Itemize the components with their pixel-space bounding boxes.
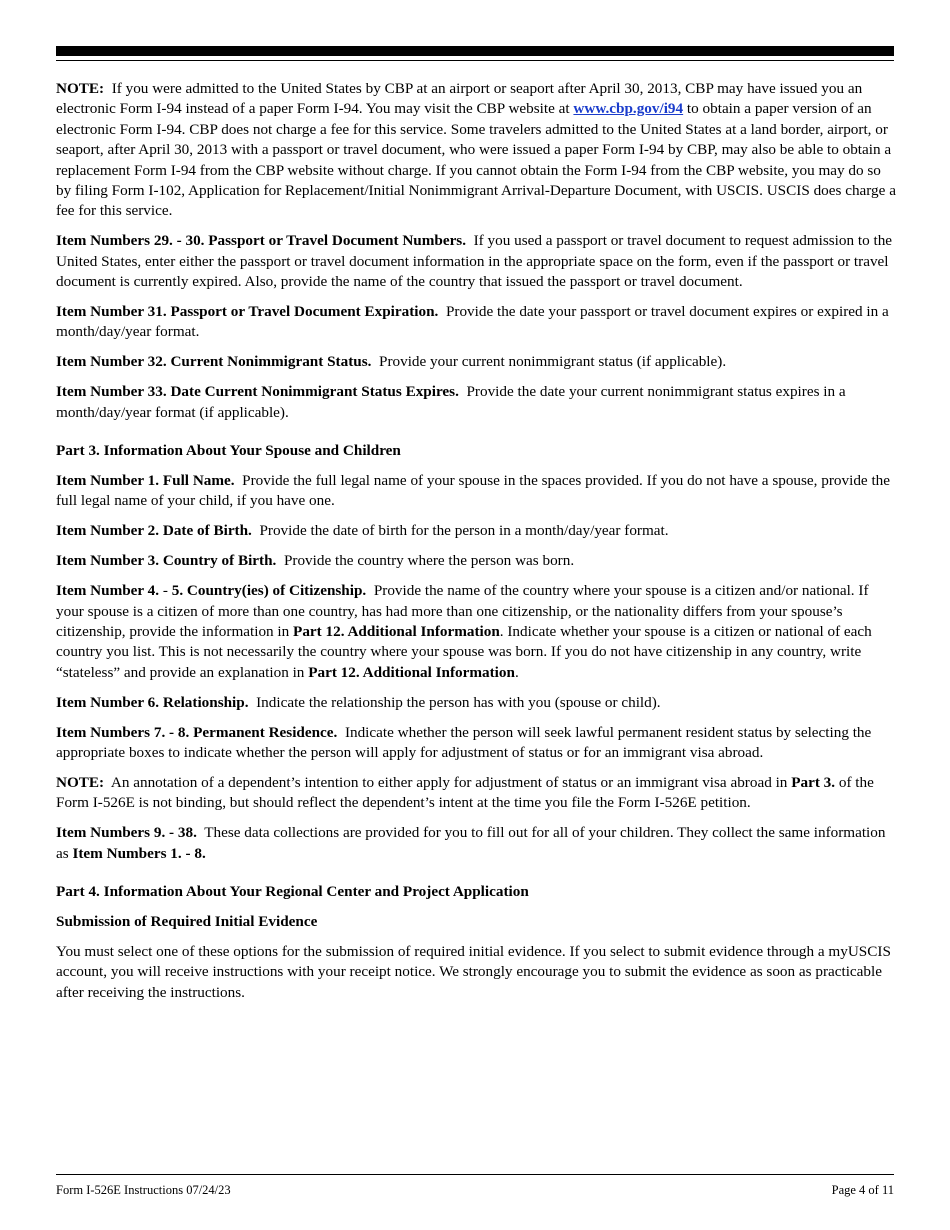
page-content <box>56 79 896 1013</box>
part4-heading <box>56 882 896 902</box>
footer-page-number: Page 4 of 11 <box>831 1183 894 1197</box>
part12-reference: Part 12. Additional Information <box>308 663 515 681</box>
part3-note <box>56 773 896 814</box>
item-text: Provide the date your passport or travel document expires or expired in a month/day/year format. <box>56 303 889 341</box>
item-text: Provide your current nonimmigrant status (if applicable). <box>379 353 727 371</box>
section-heading: Part 3. Information About Your Spouse and Children <box>56 442 401 460</box>
item-label: Item Number 1. Full Name. <box>56 472 235 489</box>
part12-reference: Part 12. Additional Information <box>293 622 500 640</box>
item-33 <box>56 382 896 423</box>
body-text: You must select one of these options for the submission of required initial evidence. If you select to submit evidence through a myUSCIS account, you will receive instructions with your receipt notice. We strongly encourage you to submit the evidence as soon as practicable after receiving the instructions. <box>56 942 891 1001</box>
header-thick-rule <box>56 46 894 56</box>
note-label: NOTE: <box>56 773 105 791</box>
item-text-c: . <box>514 663 519 681</box>
note-text-b: to obtain a paper version of an electronic Form I-94. CBP does not charge a fee for this service. Some travelers admitted to the United States at a land border, airport, or seaport, after April 30, 2013 with a passport or travel document, who were issued a paper Form I-94 by CBP, may also be able to obtain a replacement Form I-94 from the CBP website without charge. If you cannot obtain the Form I-94 from the CBP website, you may do so by filing Form I-102, Application for Replacement/Initial Nonimmigrant Arrival-Departure Document, with USCIS. USCIS does charge a fee for this service. <box>56 100 896 220</box>
item-label: Item Numbers 9. - 38. <box>56 824 197 842</box>
part4-text <box>56 942 896 1003</box>
item-label: Item Number 3. Country of Birth. <box>56 552 277 570</box>
note-i94 <box>56 79 896 222</box>
part3-item-3 <box>56 551 896 571</box>
item-text: These data collections are provided for you to fill out for all of your children. They collect the same information as <box>56 824 886 862</box>
item-29-30 <box>56 231 896 292</box>
item-label: Item Number 31. Passport or Travel Document Expiration. <box>56 303 439 321</box>
item-label: Item Number 32. Current Nonimmigrant Status. <box>56 353 372 371</box>
cbp-i94-link[interactable]: www.cbp.gov/i94 <box>573 100 684 118</box>
part3-item-6 <box>56 693 896 713</box>
note-text-b: of the Form I-526E is not binding, but should reflect the dependent’s intent at the time you file the Form I-526E petition. <box>56 773 874 812</box>
note-text-a: An annotation of a dependent’s intention to either apply for adjustment of status or an immigrant visa abroad in <box>110 773 792 791</box>
item-text: Provide the country where the person was born. <box>283 552 575 570</box>
part3-reference: Part 3. <box>791 773 836 791</box>
item-text: Provide the full legal name of your spouse in the spaces provided. If you do not have a spouse, provide the full legal name of your child, if you have one. <box>56 472 891 510</box>
note-label: NOTE: <box>56 80 105 97</box>
header-thin-rule <box>56 60 894 61</box>
item-label: Item Number 6. Relationship. <box>56 693 249 711</box>
item-text: Indicate the relationship the person has with you (spouse or child). <box>256 693 661 711</box>
item-label-a: Item Number 4. <box>56 582 160 600</box>
section-heading: Part 4. Information About Your Regional Center and Project Application <box>56 883 529 900</box>
part3-item-7-8 <box>56 723 896 764</box>
footer-form-id: Form I-526E Instructions 07/24/23 <box>56 1183 231 1197</box>
item-text-b: . Indicate whether your spouse is a citizen or national of each country you list. This is not necessarily the country where your spouse was born. If you do not have citizenship in any country, write “stateless” and provide an explanation in <box>56 622 872 681</box>
item-32 <box>56 352 896 372</box>
item-text: If you used a passport or travel document to request admission to the United States, enter either the passport or travel document information in the appropriate space on the form, even if the passport or travel document is currently expired. Also, provide the name of the country that issued the passport or travel document. <box>56 232 893 291</box>
item-text: Indicate whether the person will seek lawful permanent resident status by selecting the appropriate boxes to indicate whether the person will apply for adjustment of status or for an immigrant visa abroad. <box>56 723 872 761</box>
item-text: Provide the date of birth for the person in a month/day/year format. <box>259 522 669 540</box>
item-31 <box>56 302 896 343</box>
item-label: Item Number 2. Date of Birth. <box>56 522 252 540</box>
part3-heading <box>56 441 896 461</box>
item-label-dash: - <box>159 582 172 600</box>
part3-item-4-5 <box>56 581 896 683</box>
part3-item-2 <box>56 521 896 541</box>
subsection-heading: Submission of Required Initial Evidence <box>56 912 318 930</box>
item-label: Item Numbers 7. - 8. Permanent Residence. <box>56 723 338 741</box>
items-reference: Item Numbers 1. - 8. <box>72 844 206 862</box>
footer-rule <box>56 1174 894 1175</box>
note-text-a: If you were admitted to the United States by CBP at an airport or seaport after April 30, 2013, CBP may have issued you an electronic Form I-94 instead of a paper Form I-94. You may visit the CBP website at <box>56 80 863 118</box>
item-text: Provide the date your current nonimmigrant status expires in a month/day/year format (if applicable). <box>56 383 846 421</box>
item-label: Item Number 33. Date Current Nonimmigrant Status Expires. <box>56 383 459 401</box>
item-text-a: Provide the name of the country where your spouse is a citizen and/or national. If your spouse is a citizen of more than one country, has had more than one citizenship, or the nationality differs from your spouse’s citizenship, provide the information in <box>56 582 869 640</box>
part3-item-1 <box>56 471 896 512</box>
part3-item-9-38 <box>56 823 896 864</box>
item-label: Item Numbers 29. - 30. Passport or Travel Document Numbers. <box>56 232 467 250</box>
part4-subheading <box>56 912 896 932</box>
item-label-b: 5. Country(ies) of Citizenship. <box>171 582 367 600</box>
